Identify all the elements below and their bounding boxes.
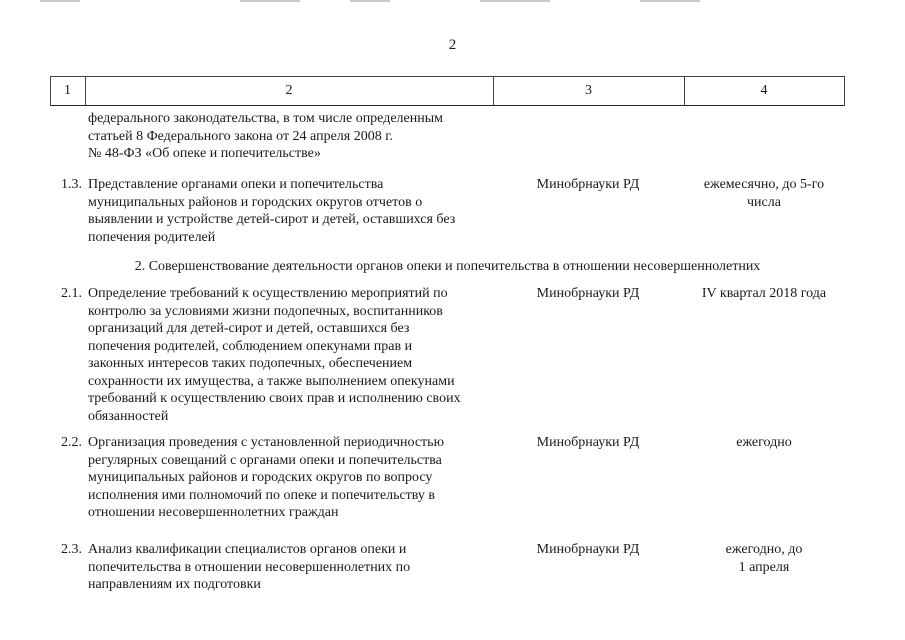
row-term: ежемесячно, до 5-го числа <box>703 177 825 210</box>
row-responsible: Минобрнауки РД <box>536 542 640 557</box>
row-responsible: Минобрнауки РД <box>536 286 640 301</box>
continuation-text: федерального законодательства, в том числе определенным статьей 8 Федерального закона от 24 апреля 2008 г. № 48-ФЗ «Об опеке и попечительстве» <box>88 111 443 161</box>
row-term: ежегодно, до 1 апреля <box>725 542 803 575</box>
column-header-3: 3 <box>585 83 592 98</box>
row-term: ежегодно <box>736 435 792 450</box>
row-number: 1.3. <box>61 177 82 192</box>
row-number: 2.2. <box>61 435 82 450</box>
table-border-right <box>844 76 845 106</box>
row-term: IV квартал 2018 года <box>701 286 827 301</box>
column-header-4: 4 <box>760 83 768 98</box>
row-description: Определение требований к осуществлению мероприятий по контролю за условиями жизни подопечных, воспитанников организаций для детей-сирот и детей, оставшихся без попечения родителей, соблюдением опекунами прав и законных интересов таких подопечных, обеспечением сохранности их имущества, а также выполнением опекунами требований к осуществлению своих прав и исполнению своих обязанностей <box>88 286 461 424</box>
column-header-1: 1 <box>64 83 71 98</box>
scan-edge-mark <box>640 0 700 2</box>
section-heading: 2. Совершенствование деятельности органов опеки и попечительства в отношении несовершеннолетних <box>134 259 761 274</box>
row-responsible: Минобрнауки РД <box>536 435 640 450</box>
row-description: Организация проведения с установленной периодичностью регулярных совещаний с органами опеки и попечительства муниципальных районов и городских округов по вопросу исполнения ими полномочий по опеке и попечительству в отношении несовершеннолетних граждан <box>88 435 445 520</box>
column-header-2: 2 <box>285 83 293 98</box>
table-header-row <box>50 76 845 106</box>
scan-edge-mark <box>480 0 550 2</box>
scan-edge-mark <box>350 0 390 2</box>
row-responsible: Минобрнауки РД <box>536 177 640 192</box>
row-number: 2.1. <box>61 286 82 301</box>
row-description: Анализ квалификации специалистов органов опеки и попечительства в отношении несовершеннолетних по направлениям их подготовки <box>88 542 411 592</box>
row-description: Представление органами опеки и попечительства муниципальных районов и городских округов отчетов о выявлении и устройстве детей-сирот и детей, оставшихся без попечения родителей <box>88 177 456 245</box>
page-number: 2 <box>448 37 457 53</box>
scan-edge-mark <box>40 0 80 2</box>
row-number: 2.3. <box>61 542 82 557</box>
scan-edge-mark <box>240 0 300 2</box>
